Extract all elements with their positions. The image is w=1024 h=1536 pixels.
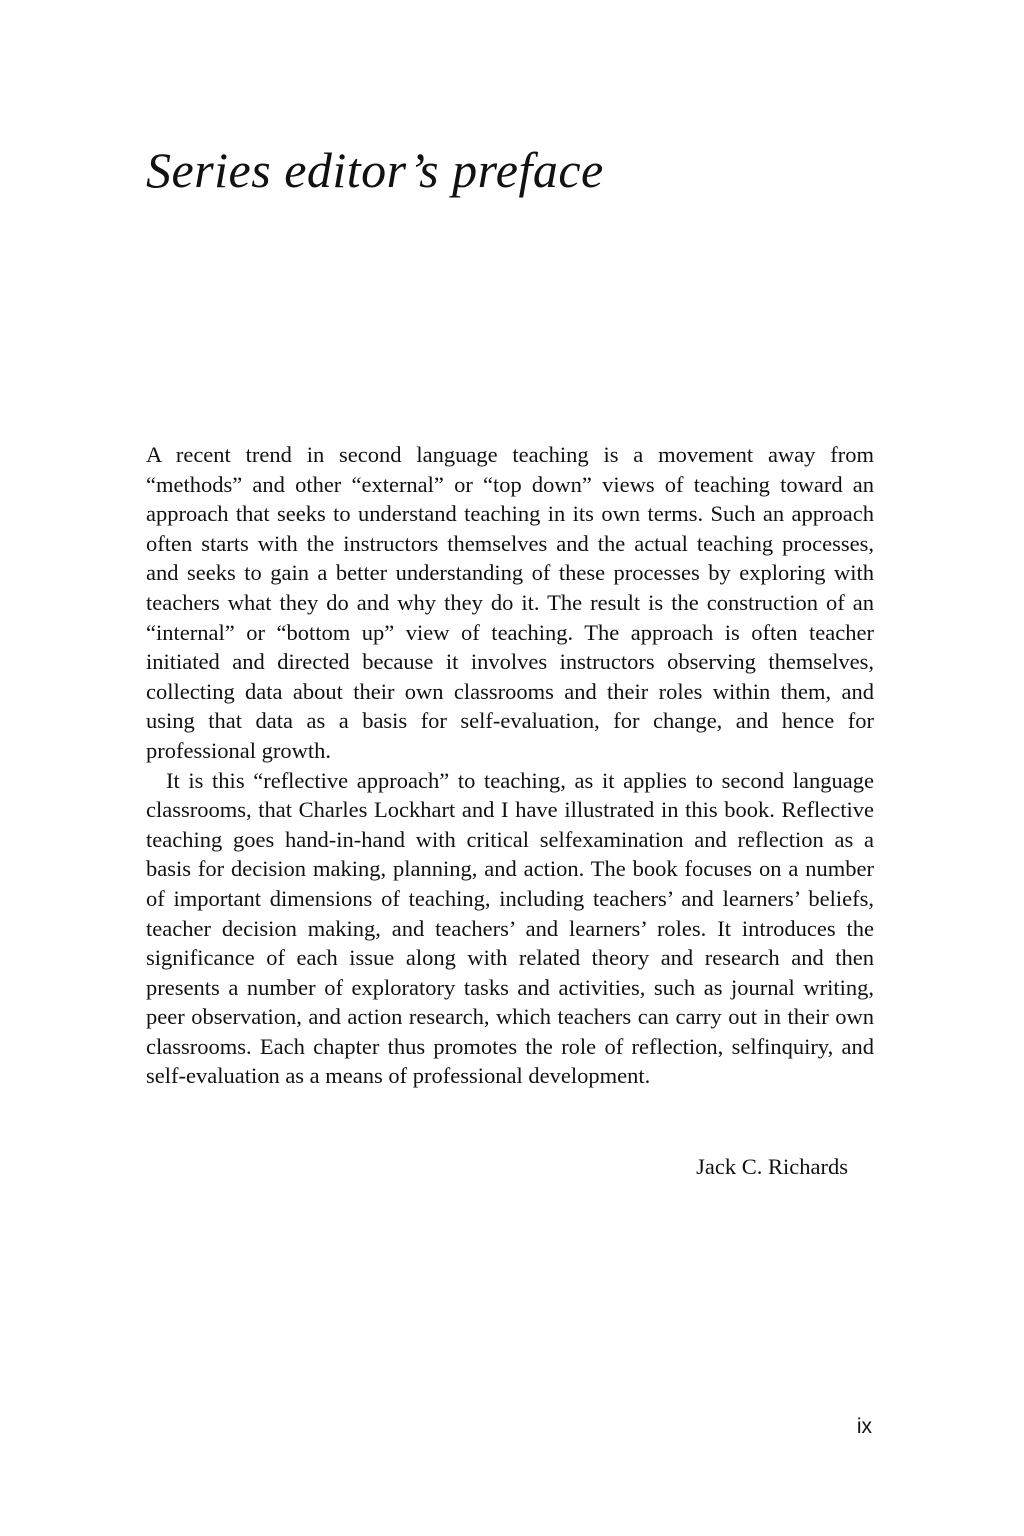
author-signature: Jack C. Richards (696, 1154, 848, 1179)
page-number: ix (856, 1415, 872, 1438)
paragraph-1: A recent trend in second language teaching is a movement away from “methods” and other “external” or “top down” views of teaching toward an approach that seeks to understand teaching in its own terms. Such an approach often starts with the instructors themselves and the actual teaching processes, and seeks to gain a better understanding of these processes by exploring with teachers what they do and why they do it. The result is the construction of an “internal” or “bottom up” view of teaching. The approach is often teacher initiated and directed because it involves instructors observing themselves, collecting data about their own classrooms and their roles within them, and using that data as a basis for self-evaluation, for change, and hence for professional growth. (146, 442, 874, 763)
page-title: Series editor’s preface (146, 142, 604, 198)
preface-body (146, 440, 874, 1091)
paragraph-2: It is this “reflective approach” to teaching, as it applies to second language classrooms, that Charles Lockhart and I have illustrated in this book. Reflective teaching goes hand-in-hand with critical selfexamination and reflection as a basis for decision making, planning, and action. The book focuses on a number of important dimensions of teaching, including teachers’ and learners’ beliefs, teacher decision making, and teachers’ and learners’ roles. It introduces the significance of each issue along with related theory and research and then presents a number of exploratory tasks and activities, such as journal writing, peer observation, and action research, which teachers can carry out in their own classrooms. Each chapter thus promotes the role of reflection, selfinquiry, and self-evaluation as a means of professional development. (146, 767, 874, 1089)
